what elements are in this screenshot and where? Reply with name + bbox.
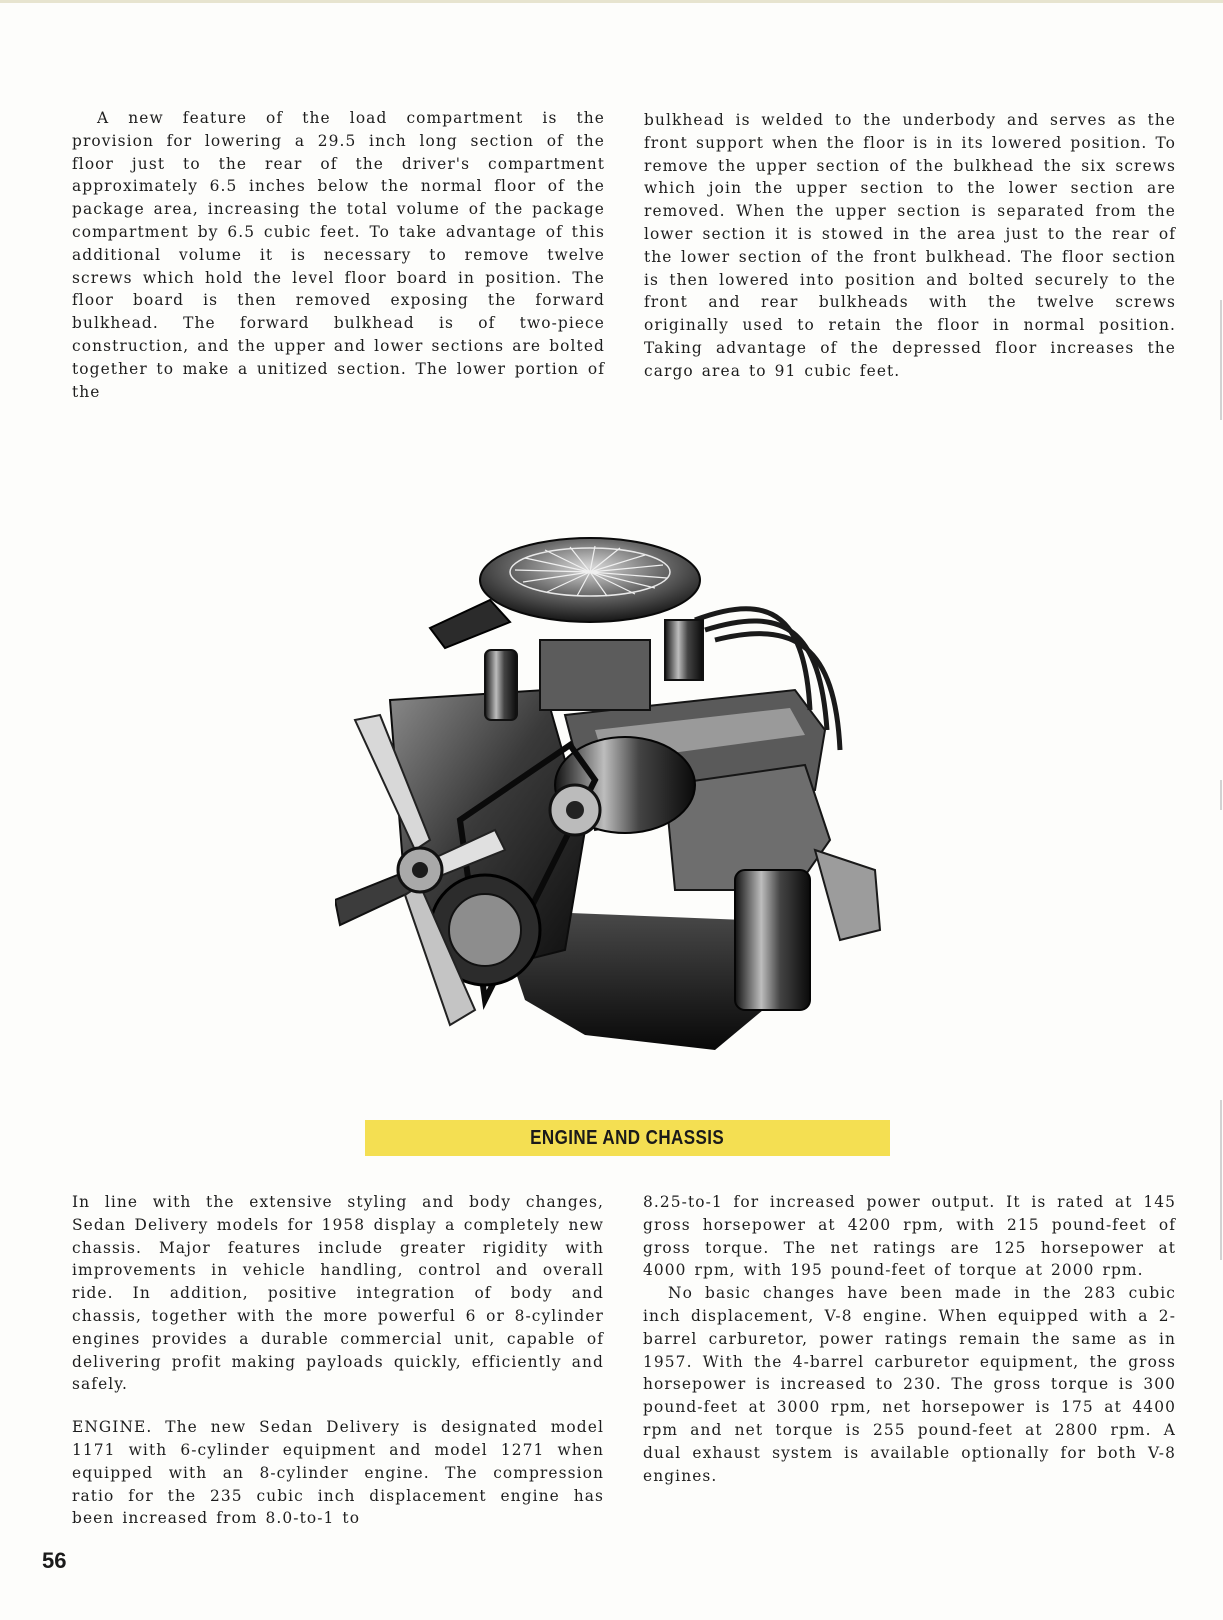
section-heading-banner <box>365 1120 890 1156</box>
air-cleaner <box>480 538 700 622</box>
paragraph: A new feature of the load compartment is the provision for lowering a 29.5 inch long section of the floor just to the rear of the driver's compartment approximately 6.5 inches below the normal floor of the package area, increasing the total volume of the package compartment by 6.5 cubic feet. To take advantage of this additional volume it is necessary to remove twelve screws which hold the level floor board in position. The floor board is then removed exposing the forward bulkhead. The forward bulkhead is of two-piece construction, and the upper and lower sections are bolted together to make a unitized section. The lower portion of the <box>72 109 605 401</box>
paragraph: 8.25-to-1 for increased power output. It is rated at 145 gross horsepower at 4200 rpm, with 215 pound-feet of gross torque. The net ratings are 125 horsepower at 4000 rpm, with 195 pound-feet of torque at 2000 rpm. <box>643 1193 1176 1280</box>
edge-mark <box>1220 1100 1222 1260</box>
top-column-right <box>644 109 1176 383</box>
edge-mark <box>1220 780 1222 810</box>
top-column-left <box>72 107 605 403</box>
oil-filter <box>735 870 810 1010</box>
section-heading: ENGINE AND CHASSIS <box>530 1126 725 1149</box>
paragraph: ENGINE. The new Sedan Delivery is designated model 1171 with 6-cylinder equipment and model 1271 when equipped with an 8-cylinder engine. The compression ratio for the 235 cubic inch displacement engine has been increased from 8.0-to-1 to <box>72 1418 604 1528</box>
air-intake-snorkel <box>430 600 510 648</box>
page-number: 56 <box>42 1548 67 1573</box>
paragraph: No basic changes have been made in the 283 cubic inch displacement, V-8 engine. When equipped with a 2-barrel carburetor, power ratings remain the same as in 1957. With the 4-barrel carburetor equipment, the gross horsepower is increased to 230. The gross torque is 300 pound-feet at 3000 rpm, net horsepower is 175 at 4400 rpm and net torque is 255 pound-feet at 2800 rpm. A dual exhaust system is available optionally for both V-8 engines. <box>643 1284 1176 1485</box>
top-rule <box>0 0 1223 3</box>
paragraph: In line with the extensive styling and body changes, Sedan Delivery models for 1958 display a completely new chassis. Major features include greater rigidity with improvements in vehicle handling, control and overall ride. In addition, positive integration of body and chassis, together with the more powerful 6 or 8-cylinder engines provides a durable commercial unit, capable of delivering profit making payloads quickly, efficiently and safely. <box>72 1193 604 1394</box>
oil-filler-cap <box>485 650 517 720</box>
bottom-column-left <box>72 1191 604 1530</box>
edge-mark <box>1220 300 1222 420</box>
engine-illustration <box>335 530 913 1070</box>
distributor <box>665 620 703 680</box>
paragraph: bulkhead is welded to the underbody and serves as the front support when the floor is in its lowered position. To remove the upper section of the bulkhead the six screws which join the upper section to the lower section are removed. When the upper section is separated from the lower section it is stowed in the area just to the rear of the lower section of the front bulkhead. The floor section is then lowered into position and bolted securely to the front and rear bulkheads with the twelve screws originally used to retain the floor in normal position. Taking advantage of the depressed floor increases the cargo area to 91 cubic feet. <box>644 111 1176 380</box>
carburetor <box>540 640 650 710</box>
crank-pulley-inner <box>449 894 521 966</box>
pulley-hub <box>566 801 584 819</box>
mount-bracket <box>815 850 880 940</box>
bottom-column-right <box>643 1191 1176 1487</box>
